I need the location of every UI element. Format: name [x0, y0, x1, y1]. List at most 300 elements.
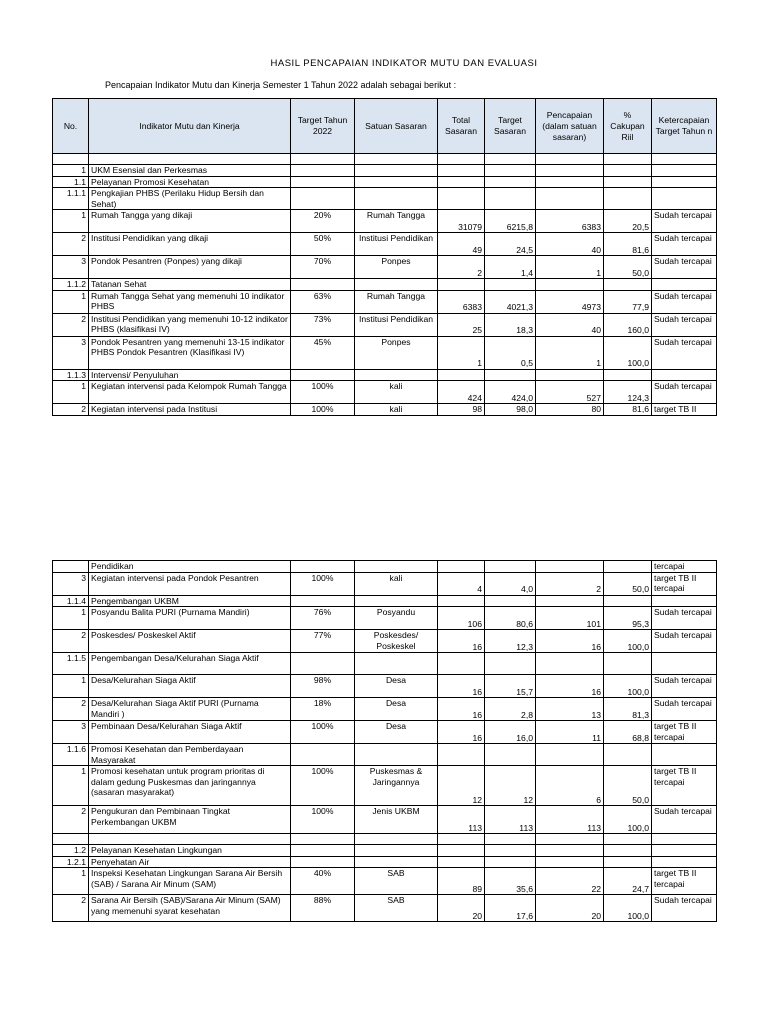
cell-cakupan: 68,8 [604, 721, 652, 744]
cell-satuan [355, 595, 438, 607]
cell-target-sasaran [485, 595, 536, 607]
cell-target-sasaran: 4,0 [485, 572, 536, 595]
cell-target [291, 653, 355, 675]
cell-no: 1 [53, 766, 89, 806]
header-indikator: Indikator Mutu dan Kinerja [89, 99, 291, 154]
cell-pencapaian [536, 154, 604, 165]
cell-no: 1 [53, 210, 89, 233]
table-row [53, 404, 717, 416]
cell-total: 16 [438, 698, 485, 721]
cell-no: 1 [53, 165, 89, 177]
cell-target: 77% [291, 630, 355, 653]
cell-pencapaian [536, 561, 604, 573]
cell-no: 1 [53, 868, 89, 895]
cell-no: 1 [53, 290, 89, 313]
cell-pencapaian [536, 595, 604, 607]
cell-satuan [355, 154, 438, 165]
cell-no: 1.1.2 [53, 279, 89, 291]
cell-total: 106 [438, 607, 485, 630]
cell-ketercapaian [652, 845, 717, 857]
cell-pencapaian [536, 188, 604, 210]
cell-target-sasaran: 12 [485, 766, 536, 806]
header-total: Total Sasaran [438, 99, 485, 154]
cell-pencapaian: 6 [536, 766, 604, 806]
cell-indikator: Inspeksi Kesehatan Lingkungan Sarana Air Bersih (SAB) / Sarana Air Minum (SAM) [89, 868, 291, 895]
cell-target [291, 561, 355, 573]
table-row [53, 336, 717, 369]
cell-total: 12 [438, 766, 485, 806]
cell-no: 1.2 [53, 845, 89, 857]
table-row [53, 607, 717, 630]
cell-ketercapaian [652, 834, 717, 845]
cell-satuan: Poskesdes/ Poskeskel [355, 630, 438, 653]
cell-no: 1.1.6 [53, 744, 89, 766]
cell-ketercapaian: Sudah tercapai [652, 806, 717, 834]
cell-target: 73% [291, 313, 355, 336]
table-row [53, 766, 717, 806]
cell-satuan [355, 176, 438, 188]
header-satuan: Satuan Sasaran [355, 99, 438, 154]
cell-ketercapaian [652, 165, 717, 177]
cell-satuan [355, 369, 438, 381]
cell-cakupan: 81,3 [604, 698, 652, 721]
cell-indikator: Kegiatan intervensi pada Institusi [89, 404, 291, 416]
cell-total: 25 [438, 313, 485, 336]
cell-indikator: Pondok Pesantren yang memenuhi 13-15 indikator PHBS Pondok Pesantren (Klasifikasi IV) [89, 336, 291, 369]
cell-no: 1.1.4 [53, 595, 89, 607]
table-row [53, 313, 717, 336]
cell-target-sasaran [485, 369, 536, 381]
cell-ketercapaian [652, 653, 717, 675]
cell-target: 100% [291, 806, 355, 834]
cell-pencapaian: 113 [536, 806, 604, 834]
cell-cakupan [604, 561, 652, 573]
cell-pencapaian: 1 [536, 256, 604, 279]
cell-cakupan: 50,0 [604, 766, 652, 806]
cell-satuan: Jenis UKBM [355, 806, 438, 834]
cell-satuan: kali [355, 572, 438, 595]
cell-pencapaian [536, 744, 604, 766]
cell-total: 89 [438, 868, 485, 895]
cell-cakupan: 77,9 [604, 290, 652, 313]
cell-indikator [89, 154, 291, 165]
table-row [53, 233, 717, 256]
cell-pencapaian: 1 [536, 336, 604, 369]
cell-cakupan: 81,6 [604, 233, 652, 256]
table-row [53, 744, 717, 766]
cell-cakupan [604, 845, 652, 857]
cell-ketercapaian: Sudah tercapai [652, 313, 717, 336]
cell-satuan: Rumah Tangga [355, 210, 438, 233]
cell-total [438, 561, 485, 573]
cell-total: 16 [438, 675, 485, 698]
cell-ketercapaian: target TB II tercapai [652, 572, 717, 595]
cell-cakupan [604, 165, 652, 177]
cell-ketercapaian: tercapai [652, 561, 717, 573]
cell-ketercapaian: Sudah tercapai [652, 256, 717, 279]
cell-target: 100% [291, 721, 355, 744]
cell-cakupan: 100,0 [604, 336, 652, 369]
cell-total [438, 176, 485, 188]
cell-target-sasaran: 98,0 [485, 404, 536, 416]
cell-target-sasaran: 424,0 [485, 381, 536, 404]
cell-no: 3 [53, 256, 89, 279]
cell-indikator: Pengembangan UKBM [89, 595, 291, 607]
cell-cakupan [604, 176, 652, 188]
cell-cakupan [604, 279, 652, 291]
cell-target [291, 856, 355, 868]
cell-pencapaian: 101 [536, 607, 604, 630]
cell-indikator: Pelayanan Promosi Kesehatan [89, 176, 291, 188]
cell-cakupan: 95,3 [604, 607, 652, 630]
cell-total: 16 [438, 630, 485, 653]
cell-indikator: Desa/Kelurahan Siaga Aktif PURI (Purnama Mandiri ) [89, 698, 291, 721]
cell-ketercapaian: target TB II tercapai [652, 868, 717, 895]
cell-target-sasaran [485, 744, 536, 766]
cell-indikator: Pendidikan [89, 561, 291, 573]
cell-cakupan: 81,6 [604, 404, 652, 416]
header-no: No. [53, 99, 89, 154]
cell-total: 31079 [438, 210, 485, 233]
cell-cakupan [604, 653, 652, 675]
cell-no: 2 [53, 313, 89, 336]
cell-target: 63% [291, 290, 355, 313]
table-row [53, 154, 717, 165]
cell-ketercapaian: Sudah tercapai [652, 698, 717, 721]
cell-ketercapaian: Sudah tercapai [652, 607, 717, 630]
cell-pencapaian: 20 [536, 895, 604, 922]
cell-total [438, 154, 485, 165]
cell-ketercapaian: target TB II tercapai [652, 721, 717, 744]
cell-pencapaian: 13 [536, 698, 604, 721]
cell-cakupan: 100,0 [604, 895, 652, 922]
table-row [53, 176, 717, 188]
cell-cakupan [604, 369, 652, 381]
cell-total: 6383 [438, 290, 485, 313]
cell-indikator: Pelayanan Kesehatan Lingkungan [89, 845, 291, 857]
cell-target-sasaran [485, 176, 536, 188]
cell-satuan: Desa [355, 698, 438, 721]
cell-pencapaian [536, 834, 604, 845]
cell-target: 100% [291, 381, 355, 404]
header-ketercapaian: Ketercapaian Target Tahun n [652, 99, 717, 154]
cell-ketercapaian [652, 744, 717, 766]
cell-total: 424 [438, 381, 485, 404]
cell-pencapaian [536, 369, 604, 381]
table-row [53, 806, 717, 834]
cell-target-sasaran [485, 188, 536, 210]
table-body-1 [53, 154, 717, 416]
cell-pencapaian [536, 279, 604, 291]
table-row [53, 561, 717, 573]
cell-target-sasaran: 113 [485, 806, 536, 834]
cell-total: 1 [438, 336, 485, 369]
cell-total [438, 834, 485, 845]
cell-cakupan [604, 154, 652, 165]
cell-total: 49 [438, 233, 485, 256]
cell-no: 1 [53, 607, 89, 630]
cell-indikator: Kegiatan intervensi pada Kelompok Rumah Tangga [89, 381, 291, 404]
cell-target-sasaran: 24,5 [485, 233, 536, 256]
cell-target-sasaran: 12,3 [485, 630, 536, 653]
cell-no: 1.1.3 [53, 369, 89, 381]
cell-target: 45% [291, 336, 355, 369]
table-row [53, 210, 717, 233]
cell-total [438, 744, 485, 766]
cell-target [291, 369, 355, 381]
cell-satuan [355, 856, 438, 868]
cell-indikator: Tatanan Sehat [89, 279, 291, 291]
cell-target: 70% [291, 256, 355, 279]
cell-target [291, 279, 355, 291]
header-pencapaian: Pencapaian (dalam satuan sasaran) [536, 99, 604, 154]
cell-indikator: Promosi kesehatan untuk program prioritas di dalam gedung Puskesmas dan jaringannya (sasaran masyarakat) [89, 766, 291, 806]
cell-ketercapaian: Sudah tercapai [652, 336, 717, 369]
table-row [53, 845, 717, 857]
cell-ketercapaian [652, 369, 717, 381]
cell-total [438, 845, 485, 857]
cell-satuan [355, 744, 438, 766]
cell-indikator: Pengukuran dan Pembinaan Tingkat Perkembangan UKBM [89, 806, 291, 834]
table-row [53, 675, 717, 698]
cell-no: 1.1.5 [53, 653, 89, 675]
cell-target [291, 188, 355, 210]
cell-total [438, 856, 485, 868]
cell-no [53, 561, 89, 573]
cell-total: 16 [438, 721, 485, 744]
table-body-2 [53, 561, 717, 922]
cell-indikator: Kegiatan intervensi pada Pondok Pesantren [89, 572, 291, 595]
indicator-table-part-2 [52, 560, 717, 922]
cell-target-sasaran [485, 165, 536, 177]
cell-cakupan: 160,0 [604, 313, 652, 336]
cell-pencapaian: 4973 [536, 290, 604, 313]
cell-ketercapaian: Sudah tercapai [652, 895, 717, 922]
cell-target-sasaran: 15,7 [485, 675, 536, 698]
cell-indikator: Pengkajian PHBS (Perilaku Hidup Bersih dan Sehat) [89, 188, 291, 210]
cell-target: 76% [291, 607, 355, 630]
table-row [53, 595, 717, 607]
cell-cakupan [604, 856, 652, 868]
cell-ketercapaian: Sudah tercapai [652, 675, 717, 698]
cell-pencapaian [536, 165, 604, 177]
cell-no: 1.1.1 [53, 188, 89, 210]
indicator-table-part-1 [52, 98, 717, 416]
cell-target: 98% [291, 675, 355, 698]
cell-satuan: Institusi Pendidikan [355, 233, 438, 256]
table-row [53, 290, 717, 313]
cell-ketercapaian: target TB II [652, 404, 717, 416]
cell-ketercapaian [652, 595, 717, 607]
cell-pencapaian: 22 [536, 868, 604, 895]
cell-total [438, 188, 485, 210]
cell-cakupan [604, 744, 652, 766]
cell-target-sasaran: 80,6 [485, 607, 536, 630]
cell-total: 2 [438, 256, 485, 279]
table-row [53, 895, 717, 922]
table-row [53, 630, 717, 653]
cell-total [438, 369, 485, 381]
cell-indikator: Posyandu Balita PURI (Purnama Mandiri) [89, 607, 291, 630]
cell-no: 2 [53, 698, 89, 721]
cell-ketercapaian: Sudah tercapai [652, 233, 717, 256]
cell-satuan: Institusi Pendidikan [355, 313, 438, 336]
cell-satuan [355, 834, 438, 845]
cell-cakupan: 20,5 [604, 210, 652, 233]
cell-no: 1 [53, 675, 89, 698]
cell-indikator: Promosi Kesehatan dan Pemberdayaan Masyarakat [89, 744, 291, 766]
cell-target-sasaran: 6215,8 [485, 210, 536, 233]
cell-indikator: Institusi Pendidikan yang memenuhi 10-12 indikator PHBS (klasifikasi IV) [89, 313, 291, 336]
cell-ketercapaian [652, 188, 717, 210]
cell-no: 3 [53, 572, 89, 595]
table-row [53, 698, 717, 721]
cell-target-sasaran [485, 845, 536, 857]
cell-target: 20% [291, 210, 355, 233]
cell-target-sasaran: 16,0 [485, 721, 536, 744]
cell-satuan: kali [355, 404, 438, 416]
cell-pencapaian [536, 653, 604, 675]
cell-pencapaian: 11 [536, 721, 604, 744]
document-subtitle: Pencapaian Indikator Mutu dan Kinerja Semester 1 Tahun 2022 adalah sebagai berikut : [105, 80, 457, 90]
table-row [53, 868, 717, 895]
cell-satuan [355, 188, 438, 210]
cell-indikator: Intervensi/ Penyuluhan [89, 369, 291, 381]
cell-no: 2 [53, 806, 89, 834]
cell-pencapaian: 527 [536, 381, 604, 404]
table-row [53, 279, 717, 291]
cell-cakupan [604, 834, 652, 845]
cell-indikator: Sarana Air Bersih (SAB)/Sarana Air Minum (SAM) yang memenuhi syarat kesehatan [89, 895, 291, 922]
cell-total [438, 165, 485, 177]
cell-target: 50% [291, 233, 355, 256]
cell-target-sasaran: 35,6 [485, 868, 536, 895]
table-header-row [53, 99, 717, 154]
table-row [53, 856, 717, 868]
cell-satuan [355, 561, 438, 573]
cell-ketercapaian [652, 279, 717, 291]
cell-cakupan: 24,7 [604, 868, 652, 895]
document-title: HASIL PENCAPAIAN INDIKATOR MUTU DAN EVALUASI [270, 58, 538, 69]
cell-ketercapaian: target TB II tercapai [652, 766, 717, 806]
cell-target-sasaran [485, 834, 536, 845]
cell-indikator: Pengembangan Desa/Kelurahan Siaga Aktif [89, 653, 291, 675]
table-row [53, 188, 717, 210]
cell-target [291, 165, 355, 177]
cell-pencapaian [536, 176, 604, 188]
cell-cakupan: 100,0 [604, 630, 652, 653]
cell-cakupan: 100,0 [604, 806, 652, 834]
cell-indikator: Penyehatan Air [89, 856, 291, 868]
cell-no: 3 [53, 721, 89, 744]
cell-satuan: Desa [355, 721, 438, 744]
cell-target [291, 834, 355, 845]
cell-target: 100% [291, 766, 355, 806]
cell-target [291, 154, 355, 165]
cell-target-sasaran: 17,6 [485, 895, 536, 922]
cell-no: 2 [53, 404, 89, 416]
cell-target: 18% [291, 698, 355, 721]
cell-target-sasaran: 4021,3 [485, 290, 536, 313]
cell-ketercapaian [652, 176, 717, 188]
cell-total [438, 279, 485, 291]
header-target-sasaran: Target Sasaran [485, 99, 536, 154]
cell-indikator: UKM Esensial dan Perkesmas [89, 165, 291, 177]
cell-no: 1.1 [53, 176, 89, 188]
cell-indikator: Pondok Pesantren (Ponpes) yang dikaji [89, 256, 291, 279]
cell-target-sasaran [485, 856, 536, 868]
cell-satuan [355, 845, 438, 857]
cell-no: 1.2.1 [53, 856, 89, 868]
cell-satuan: Ponpes [355, 336, 438, 369]
cell-satuan [355, 279, 438, 291]
cell-target-sasaran [485, 561, 536, 573]
cell-total: 20 [438, 895, 485, 922]
header-cakupan: % Cakupan Riil [604, 99, 652, 154]
cell-no [53, 154, 89, 165]
cell-target [291, 595, 355, 607]
cell-cakupan [604, 188, 652, 210]
cell-cakupan: 124,3 [604, 381, 652, 404]
cell-satuan: Rumah Tangga [355, 290, 438, 313]
cell-no: 3 [53, 336, 89, 369]
header-target: Target Tahun 2022 [291, 99, 355, 154]
cell-pencapaian [536, 856, 604, 868]
cell-ketercapaian [652, 856, 717, 868]
cell-cakupan: 50,0 [604, 572, 652, 595]
cell-target: 88% [291, 895, 355, 922]
cell-target [291, 845, 355, 857]
cell-total: 98 [438, 404, 485, 416]
cell-target-sasaran: 2,8 [485, 698, 536, 721]
cell-target: 40% [291, 868, 355, 895]
cell-satuan [355, 165, 438, 177]
table-row [53, 834, 717, 845]
cell-satuan: SAB [355, 895, 438, 922]
cell-indikator: Poskesdes/ Poskeskel Aktif [89, 630, 291, 653]
cell-total: 113 [438, 806, 485, 834]
cell-pencapaian [536, 845, 604, 857]
cell-indikator: Desa/Kelurahan Siaga Aktif [89, 675, 291, 698]
cell-no: 2 [53, 895, 89, 922]
cell-pencapaian: 16 [536, 675, 604, 698]
table-row [53, 653, 717, 675]
cell-target-sasaran: 0,5 [485, 336, 536, 369]
cell-cakupan: 100,0 [604, 675, 652, 698]
cell-pencapaian: 40 [536, 313, 604, 336]
cell-ketercapaian: Sudah tercapai [652, 290, 717, 313]
cell-target-sasaran: 18,3 [485, 313, 536, 336]
table-row [53, 256, 717, 279]
cell-satuan: Puskesmas & Jaringannya [355, 766, 438, 806]
cell-satuan: SAB [355, 868, 438, 895]
cell-ketercapaian: Sudah tercapai [652, 381, 717, 404]
cell-indikator [89, 834, 291, 845]
cell-cakupan: 50,0 [604, 256, 652, 279]
cell-pencapaian: 80 [536, 404, 604, 416]
cell-ketercapaian [652, 154, 717, 165]
cell-no: 2 [53, 233, 89, 256]
cell-indikator: Pembinaan Desa/Kelurahan Siaga Aktif [89, 721, 291, 744]
cell-satuan: Desa [355, 675, 438, 698]
cell-target [291, 176, 355, 188]
cell-pencapaian: 40 [536, 233, 604, 256]
cell-ketercapaian: Sudah tercapai [652, 210, 717, 233]
cell-target-sasaran: 1,4 [485, 256, 536, 279]
cell-pencapaian: 16 [536, 630, 604, 653]
cell-no: 1 [53, 381, 89, 404]
cell-indikator: Rumah Tangga yang dikaji [89, 210, 291, 233]
